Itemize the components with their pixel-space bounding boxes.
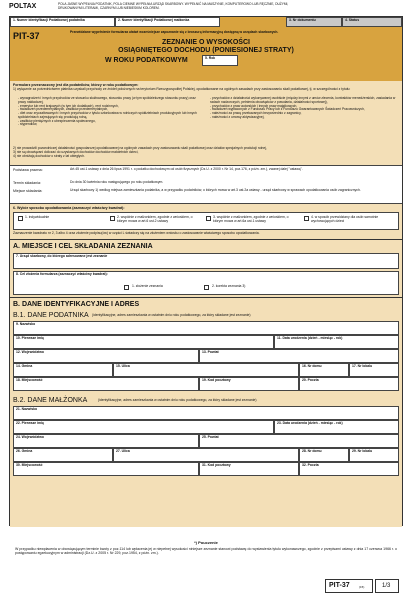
poltax-logo: POLTAX	[9, 3, 37, 10]
purpose-field: 8. Cel złożenia formularza (zaznaczyć właściwy kwadrat): 1. złożenie zeznania 2. korekta zeznania 3)	[13, 271, 399, 295]
county-field[interactable]: 13. Powiat	[199, 349, 399, 363]
intro-left-list: - wynagrodzeń i innych przychodów ze stosunku służbowego, stosunku pracy (w tym spółdzielczego stosunku pracy) oraz pracy nakładczej, - emerytur lub rent krajowych (w tym ich dodatkach), rent rodzinnych, - świadczeń przedemerytalnych, zasiłków przedemerytalnych, - diet oraz zryczałtowanych i innych przychodów z tytułu członkostwa w rolniczych spółdzielniach produkcyjnych lub innych spółdzielniach zajmujących się produkcją rolną, - zasiłków pieniężnych z ubezpieczenia społecznego, - stypendiów,	[18, 96, 197, 127]
place-label: Miejsce składania:	[13, 189, 43, 193]
status-field: 4. Status	[342, 17, 402, 27]
spouse-city-field[interactable]: 30. Miejscowość	[13, 462, 199, 476]
b2-title: B.2. DANE MAŁŻONKA	[13, 397, 88, 404]
b2-subtitle: (identyfikacyjne, adres zamieszkania w ostatnim dniu roku podatkowego, za który składane jest zeznanie)	[98, 398, 257, 402]
method-2-label: 2. wspólnie z małżonkiem, zgodnie z wnioskiem, o którym mowa w art.6 ust.2 ustawy	[117, 215, 193, 223]
nip-spouse-field[interactable]: 2. Numer identyfikacji Podatkowej małżonka	[115, 17, 220, 27]
post-office-field[interactable]: 20. Poczta	[299, 377, 399, 391]
house-number-field[interactable]: 16. Nr domu	[299, 363, 349, 377]
spouse-county-field[interactable]: 25. Powiat	[199, 434, 399, 448]
method-3-label: 3. wspólnie z małżonkiem, zgodnie z wnioskiem, o którym mowa w art.6a ust.1 ustawy	[213, 215, 289, 223]
id-row	[10, 17, 402, 27]
spouse-commune-field[interactable]: 26. Gmina	[13, 448, 113, 462]
taxation-method-block	[10, 203, 402, 239]
form-header	[10, 27, 402, 81]
first-name-field[interactable]: 10. Pierwsze imię	[13, 335, 274, 349]
method-options	[13, 212, 399, 230]
document-number-field: 3. Nr dokumentu	[286, 17, 342, 27]
year-field[interactable]: 5. Rok	[202, 55, 238, 66]
deadline-text: Do dnia 30 kwietnia roku następującego po roku podatkowym.	[70, 180, 164, 184]
filling-instructions: POLA JASNE WYPEŁNIA PODATNIK, POLA CIEMNE WYPEŁNIA URZĄD SKARBOWY. WYPEŁNIĆ NA MASZYNIE, KOMPUTEROWO LUB RĘCZNIE, DUŻYMI, DRUKOWANYMI LITERAMI, CZARNYM LUB NIEBIESKIM KOLOREM.	[58, 2, 289, 10]
page-number: 1/3	[375, 579, 399, 593]
method-title: 6. Wybór sposobu opodatkowania (zaznaczyć właściwy kwadrat):	[13, 206, 125, 210]
province-field[interactable]: 12. Województwo	[13, 349, 199, 363]
city-field[interactable]: 18. Miejscowość	[13, 377, 199, 391]
spouse-birth-date-field[interactable]: 23. Data urodzenia (dzień - miesiąc - rok)	[274, 420, 399, 434]
surname-field[interactable]: 9. Nazwisko	[13, 321, 399, 335]
intro-block	[10, 81, 402, 165]
intro-lead: Formularz przeznaczony jest dla podatników, którzy w roku podatkowym:	[13, 83, 139, 87]
street-field[interactable]: 15. Ulica	[113, 363, 299, 377]
correction-checkbox[interactable]	[204, 285, 209, 290]
basis-text: Art.45 ust.1 ustawy z dnia 26 lipca 1991 r. o podatku dochodowym od osób fizycznych (Dz.U. z 2000 r. Nr 14, poz.176, z późn. zm.), zwanej dalej "ustawą".	[70, 167, 303, 171]
notice-title: *) Pouczenie	[194, 540, 218, 545]
spouse-flat-number-field[interactable]: 29. Nr lokalu	[349, 448, 399, 462]
form-code-footer: PIT-37 (15)	[325, 579, 373, 593]
b1-subtitle: (identyfikacyjne, adres zamieszkania w ostatnim dniu roku podatkowego, za który składane jest zeznanie)	[92, 313, 251, 317]
commune-field[interactable]: 14. Gmina	[13, 363, 113, 377]
section-a-title: A. MIEJSCE I CEL SKŁADANIA ZEZNANIA	[13, 243, 153, 250]
birth-date-field[interactable]: 11. Data urodzenia (dzień - miesiąc - rok)	[274, 335, 399, 349]
spouse-first-name-field[interactable]: 22. Pierwsze imię	[13, 420, 274, 434]
spouse-street-field[interactable]: 27. Ulica	[113, 448, 299, 462]
section-b	[10, 297, 402, 527]
place-text: Urząd skarbowy 1) według miejsca zamieszkania podatnika, a w przypadku podatników, o których mowa w art.3 ust.2a ustawy - urząd skarbowy w sprawach opodatkowania osób zagranicznych.	[70, 188, 361, 192]
method-4-checkbox[interactable]	[304, 216, 309, 221]
submit-return-label: 1. złożenie zeznania	[132, 284, 163, 288]
flat-number-field[interactable]: 17. Nr lokalu	[349, 363, 399, 377]
method-3-checkbox[interactable]	[206, 216, 211, 221]
intro-points-2-4: 2) nie prowadzili pozarolniczej działalności gospodarczej opodatkowanej na ogólnych zasadach przy zastosowaniu skali podatkowej oraz działów specjalnych produkcji rolnej, 3) nie są obowiązani doliczać do uzyskanych dochodów dochodów małoletnich dzieci, 4) nie obniżają dochodów o straty z lat ubiegłych.	[13, 146, 267, 158]
correction-label: 2. korekta zeznania 3)	[212, 284, 246, 288]
intro-point-1: 1) wyłącznie za pośrednictwem płatnika uzyskali przychody ze źródeł położonych na terytorium Rzeczypospolitej Polskiej, opodatkowane na ogólnych zasadach przy zastosowaniu skali podatkowej, tj. w szczególności z tytułu:	[13, 87, 351, 91]
spouse-postal-code-field[interactable]: 31. Kod pocztowy	[199, 462, 299, 476]
deadline-label: Termin składania:	[13, 181, 41, 185]
intro-right-list: - przychodów z działalności wykonywanej osobiście (między innymi z umów zlecenia, kontraktów menedżerskich, zasiadania w radach nadzorczych, pełnienia obowiązków z powołania, działalności sportowej), - przychodów z praw autorskich i innych praw majątkowych, - świadczeń wypłaconych z Funduszu Pracy lub z Funduszu Gwarantowanych Świadczeń Pracowniczych, - należności za pracę przekazanych bezpośrednio z zagranicy, - należności z umowy aktywizacyjnej,	[210, 96, 396, 119]
method-2-checkbox[interactable]	[110, 216, 115, 221]
method-4-label: 4. w sposób przewidziany dla osób samotnie wychowujących dzieci	[311, 215, 379, 223]
spouse-province-field[interactable]: 24. Województwo	[13, 434, 199, 448]
spouse-house-number-field[interactable]: 28. Nr domu	[299, 448, 349, 462]
postal-code-field[interactable]: 19. Kod pocztowy	[199, 377, 299, 391]
method-1-label: 1. indywidualnie	[25, 215, 50, 219]
method-note: Zaznaczenie kwadratu nr 2, 3 albo 4 oraz złożenie podpisu(ów) w części L świadczy się na złożeniem wniosku o zastosowanie właściwego sposobu opodatkowania.	[13, 231, 260, 235]
title-line-2: OSIĄGNIĘTEGO DOCHODU (PONIESIONEJ STRATY)	[118, 47, 294, 54]
notice-text: W przypadku niewpłacenia w obowiązującym terminie kwoty z poz.114 lub wpłacenia jej w niepełnej wysokości niniejsze zeznanie stanowi podstawę do wystawienia tytułu wykonawczego, zgodnie z przepisami ustawy z dnia 17 czerwca 1966 r. o postępowaniu egzekucyjnym w administracji (Dz.U. z 2005 r. Nr 229, poz.1954, z późn. zm.).	[15, 547, 397, 556]
title-line-3: W ROKU PODATKOWYM	[105, 57, 188, 64]
section-a	[10, 239, 402, 297]
submit-return-checkbox[interactable]	[124, 285, 129, 290]
tax-office-field[interactable]: 7. Urząd skarbowy, do którego adresowane jest zeznanie	[13, 253, 399, 269]
spouse-surname-field[interactable]: 21. Nazwisko	[13, 406, 399, 420]
form-code: PIT-37	[13, 31, 40, 41]
prescribed-note: Przewidziane wypełnienie formularza ułatwi wcześniejsze zapoznanie się z broszurą informacyjną dostępną w urzędach skarbowych.	[70, 30, 279, 34]
nip-taxpayer-field[interactable]: 1. Numer identyfikacji Podatkowej podatnika	[10, 17, 115, 27]
form-frame	[9, 16, 403, 526]
b1-title: B.1. DANE PODATNIKA	[13, 312, 89, 319]
basis-label: Podstawa prawna:	[13, 168, 43, 172]
legal-block	[10, 165, 402, 203]
title-line-1: ZEZNANIE O WYSOKOŚCI	[162, 39, 250, 46]
spouse-post-office-field[interactable]: 32. Poczta	[299, 462, 399, 476]
section-b-title: B. DANE IDENTYFIKACYJNE I ADRES	[13, 301, 140, 308]
method-1-checkbox[interactable]	[18, 216, 23, 221]
